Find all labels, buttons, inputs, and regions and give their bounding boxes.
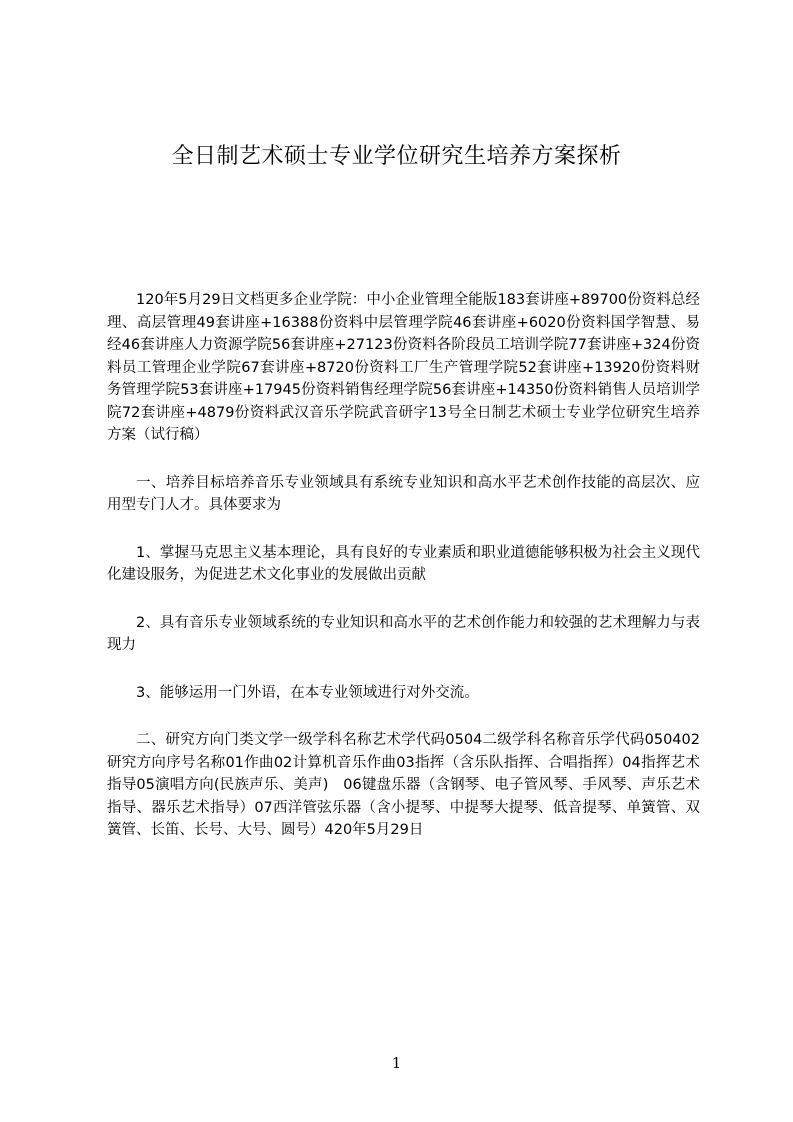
page-number: 1 [391,1054,402,1072]
paragraph-requirement-1: 1、掌握马克思主义基本理论，具有良好的专业素质和职业道德能够积极为社会主义现代化建设服务，为促进艺术文化事业的发展做出贡献 [107,544,700,583]
document-body [107,289,700,842]
paragraph-research-directions: 二、研究方向门类文学一级学科名称艺术学代码0504二级学科名称音乐学代码050402研究方向序号名称01作曲02计算机音乐作曲03指挥（含乐队指挥、合唱指挥）04指挥艺术指导05演唱方向(民族声乐、美声) 06键盘乐器（含钢琴、电子管风琴、手风琴、声乐艺术指导、器乐艺术指导）07西洋管弦乐器（含小提琴、中提琴大提琴、低音提琴、单簧管、双簧管、长笛、长号、大号、圆号）420年5月29日 [107,732,700,838]
paragraph-training-goal: 一、培养目标培养音乐专业领域具有系统专业知识和高水平艺术创作技能的高层次、应用型专门人才。具体要求为 [107,474,700,513]
document-title: 全日制艺术硕士专业学位研究生培养方案探析 [171,144,622,169]
paragraph-intro: 120年5月29日文档更多企业学院：中小企业管理全能版183套讲座+89700份资料总经理、高层管理49套讲座+16388份资料中层管理学院46套讲座+6020份资料国学智慧、易经46套讲座人力资源学院56套讲座+27123份资料各阶段员工培训学院77套讲座+324份资料员工管理企业学院67套讲座+8720份资料工厂生产管理学院52套讲座+13920份资料财务管理学院53套讲座+17945份资料销售经理学院56套讲座+14350份资料销售人员培训学院72套讲座+4879份资料武汉音乐学院武音研字13号全日制艺术硕士专业学位研究生培养方案（试行稿） [107,292,700,443]
paragraph-requirement-2: 2、具有音乐专业领域系统的专业知识和高水平的艺术创作能力和较强的艺术理解力与表现力 [107,614,700,653]
paragraph-requirement-3: 3、能够运用一门外语，在本专业领域进行对外交流。 [136,684,479,701]
